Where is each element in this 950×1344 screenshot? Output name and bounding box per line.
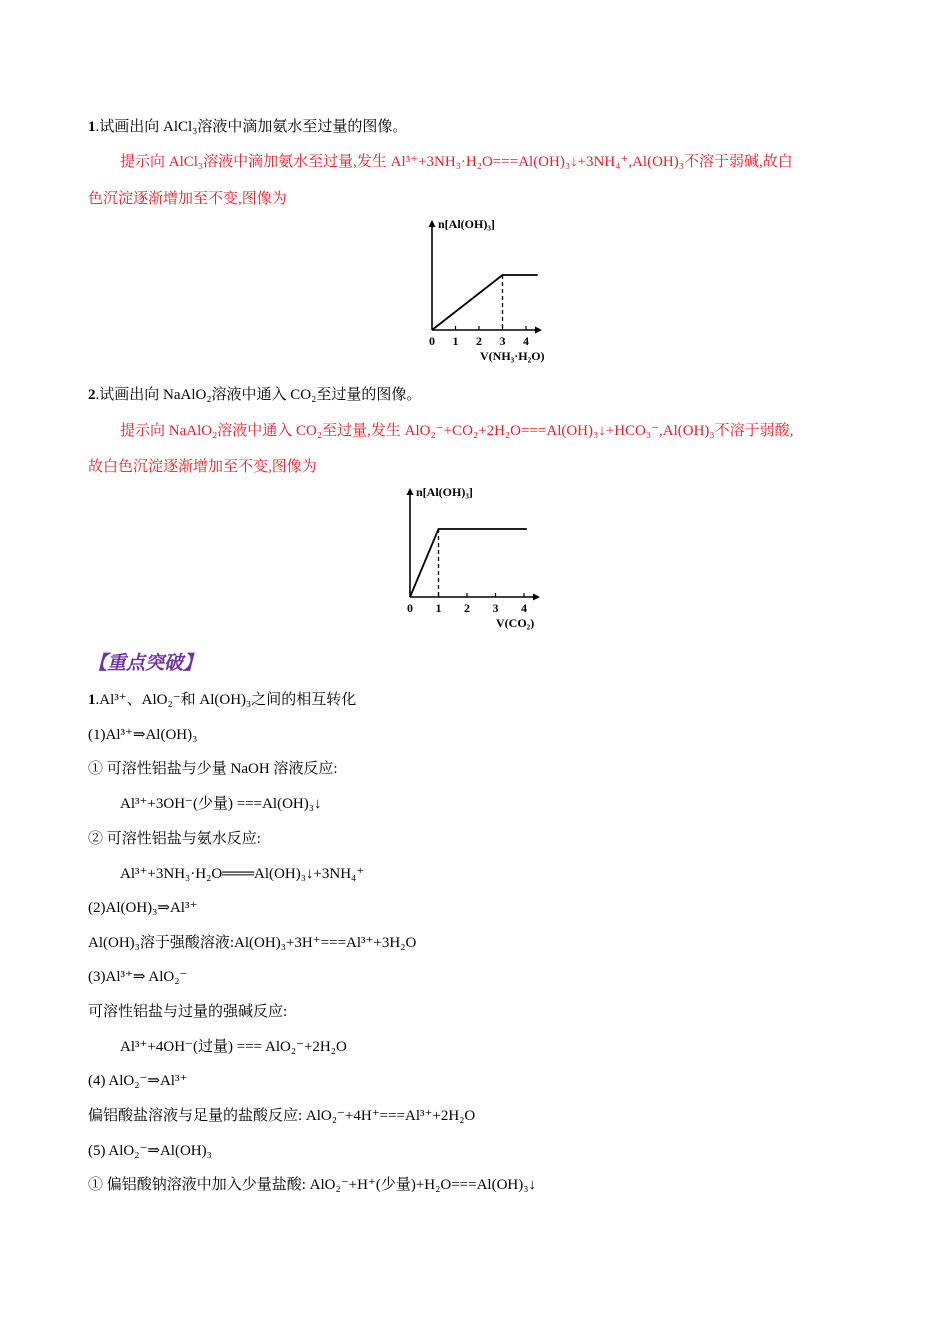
- x-axis-label: V(NH₃·H₂O): [480, 349, 545, 363]
- x-tick-label: 0: [407, 601, 413, 615]
- x-axis-arrow: [535, 327, 542, 334]
- x-tick-label: 3: [492, 601, 499, 615]
- question-2: [88, 385, 421, 405]
- topic-title: [88, 690, 356, 710]
- item-1-sub-2: ② 可溶性铝盐与氨水反应:: [88, 831, 261, 847]
- question-1-text: .试画出向 AlCl₃溶液中滴加氨水至过量的图像。: [95, 119, 408, 135]
- x-axis-arrow: [533, 594, 540, 601]
- item-3-text: 可溶性铝盐与过量的强碱反应:: [88, 1004, 288, 1020]
- question-1-number: 1: [88, 119, 96, 135]
- item-3-heading: (3)Al³⁺⇒ AlO₂⁻: [88, 969, 188, 985]
- x-tick-label: 4: [523, 334, 529, 348]
- item-2-text: Al(OH)₃溶于强酸溶液:Al(OH)₃+3H⁺===Al³⁺+3H₂O: [88, 935, 417, 951]
- item-1-equation-1: Al³⁺+3OH⁻(少量) ===Al(OH)₃↓: [120, 796, 322, 812]
- y-axis-arrow: [429, 220, 436, 227]
- x-tick-label: 1: [452, 334, 459, 348]
- item-4-text: 偏铝酸盐溶液与足量的盐酸反应: AlO₂⁻+4H⁺===Al³⁺+2H₂O: [88, 1108, 476, 1124]
- x-axis-label: V(CO₂): [496, 616, 535, 630]
- question-1: [88, 117, 407, 137]
- series-line: [410, 529, 527, 597]
- item-4-heading: (4) AlO₂⁻⇒Al³⁺: [88, 1073, 188, 1089]
- question-2-text: .试画出向 NaAlO₂溶液中通入 CO₂至过量的图像。: [95, 387, 422, 403]
- x-tick-label: 2: [476, 334, 482, 348]
- hint-2-line-1: 提示向 NaAlO₂溶液中通入 CO₂至过量,发生 AlO₂⁻+CO₂+2H₂O===Al(OH)₃↓+HCO₃⁻,Al(OH)₃不溶于弱酸,: [120, 423, 794, 439]
- hint-1-line-1: 提示向 AlCl₃溶液中滴加氨水至过量,发生 Al³⁺+3NH₃·H₂O===Al(OH)₃↓+3NH₄⁺,Al(OH)₃不溶于弱碱,故白: [120, 154, 793, 170]
- x-tick-label: 2: [464, 601, 470, 615]
- item-3-equation: Al³⁺+4OH⁻(过量) === AlO₂⁻+2H₂O: [120, 1039, 347, 1055]
- hint-1-line-2: 色沉淀逐渐增加至不变,图像为: [88, 191, 287, 207]
- x-tick-label: 4: [521, 601, 527, 615]
- chart-1: [410, 216, 570, 366]
- hint-2-line-2: 故白色沉淀逐渐增加至不变,图像为: [88, 459, 317, 475]
- y-axis-label: n[Al(OH)₃]: [438, 217, 495, 231]
- y-axis-label: n[Al(OH)₃]: [416, 485, 473, 499]
- topic-number: 1: [88, 692, 96, 708]
- x-tick-label: 1: [435, 601, 442, 615]
- x-tick-label: 0: [429, 334, 435, 348]
- question-2-number: 2: [88, 387, 96, 403]
- item-5-heading: (5) AlO₂⁻⇒Al(OH)₃: [88, 1143, 212, 1159]
- y-axis-arrow: [407, 488, 414, 495]
- item-2-heading: (2)Al(OH)₃⇒Al³⁺: [88, 900, 198, 916]
- section-heading: 【重点突破】: [88, 653, 203, 674]
- item-1-equation-2: Al³⁺+3NH₃·H₂O═══Al(OH)₃↓+3NH₄⁺: [120, 866, 365, 882]
- item-5-sub-1: ① 偏铝酸钠溶液中加入少量盐酸: AlO₂⁻+H⁺(少量)+H₂O===Al(OH)₃↓: [88, 1177, 536, 1193]
- item-1-sub-1: ① 可溶性铝盐与少量 NaOH 溶液反应:: [88, 761, 338, 777]
- x-tick-label: 3: [499, 334, 506, 348]
- chart-2: [392, 484, 562, 632]
- topic-text: .Al³⁺、AlO₂⁻和 Al(OH)₃之间的相互转化: [95, 692, 357, 708]
- series-line: [432, 275, 538, 330]
- item-1-heading: (1)Al³⁺⇒Al(OH)₃: [88, 727, 198, 743]
